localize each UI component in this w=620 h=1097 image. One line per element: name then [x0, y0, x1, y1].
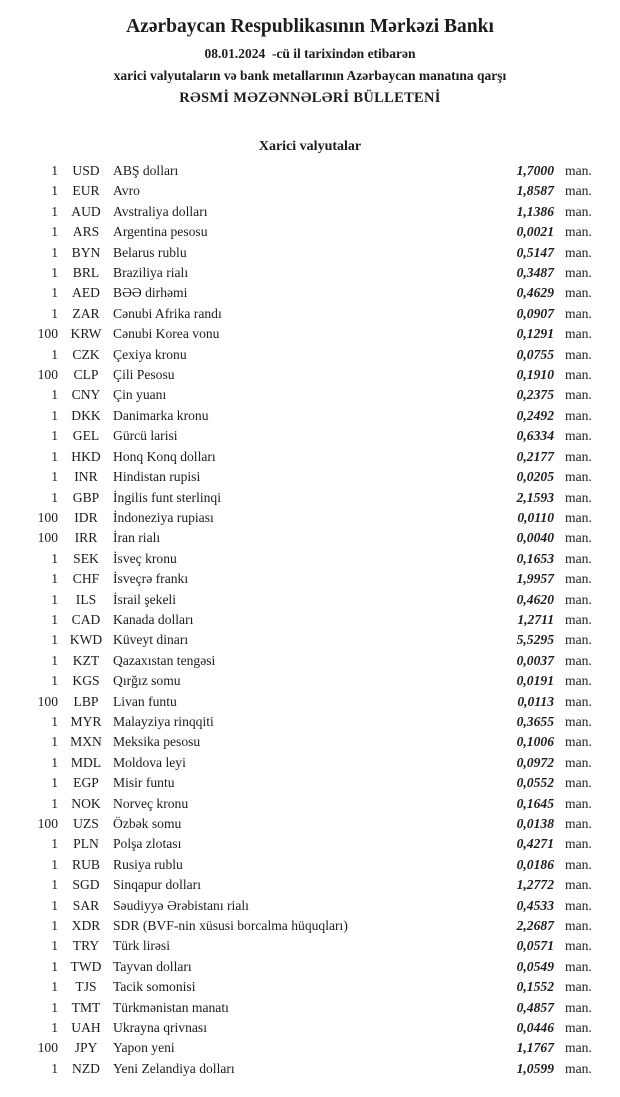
currency-code: KGS	[72, 673, 100, 689]
table-row	[0, 977, 620, 997]
rate-value: 1,9957	[516, 571, 554, 587]
quantity: 100	[37, 693, 58, 709]
currency-rate-table	[0, 161, 620, 1079]
bulletin-header	[0, 15, 620, 107]
table-row	[0, 712, 620, 732]
table-row	[0, 814, 620, 834]
rate-value: 0,0446	[516, 1020, 554, 1036]
table-row	[0, 957, 620, 977]
rate-value: 1,2772	[516, 877, 554, 893]
rate-value: 0,1552	[516, 979, 554, 995]
rate-value: 0,4271	[516, 836, 554, 852]
rate-unit: man.	[565, 1020, 592, 1036]
rate-value: 0,0907	[516, 305, 554, 321]
currency-name: Cənubi Afrika randı	[113, 305, 222, 321]
table-row	[0, 630, 620, 650]
rate-unit: man.	[565, 509, 592, 525]
rate-value: 0,4857	[516, 999, 554, 1015]
rate-unit: man.	[565, 469, 592, 485]
currency-name: Honq Konq dolları	[113, 448, 216, 464]
rate-unit: man.	[565, 918, 592, 934]
currency-code: GBP	[72, 489, 100, 505]
rate-unit: man.	[565, 1060, 592, 1076]
table-row	[0, 651, 620, 671]
currency-code: RUB	[72, 856, 100, 872]
currency-name: Danimarka kronu	[113, 407, 209, 423]
currency-code: EGP	[73, 775, 99, 791]
rate-unit: man.	[565, 285, 592, 301]
rate-value: 0,4629	[516, 285, 554, 301]
currency-code: HKD	[71, 448, 101, 464]
quantity: 1	[51, 754, 58, 770]
currency-code: IRR	[74, 530, 98, 546]
currency-name: Tayvan dolları	[113, 958, 192, 974]
rate-unit: man.	[565, 734, 592, 750]
rate-unit: man.	[565, 550, 592, 566]
currency-code: NOK	[71, 795, 101, 811]
rate-value: 0,4533	[516, 897, 554, 913]
quantity: 1	[51, 163, 58, 178]
currency-code: TWD	[70, 958, 102, 974]
bulletin-title: RƏSMİ MƏZƏNNƏLƏRİ BÜLLETENİ	[179, 90, 441, 106]
rate-value: 0,0191	[516, 673, 554, 689]
rate-value: 2,1593	[516, 489, 554, 505]
table-row	[0, 181, 620, 201]
currency-code: KWD	[69, 632, 103, 648]
quantity: 1	[51, 407, 58, 423]
table-row	[0, 406, 620, 426]
rate-unit: man.	[565, 877, 592, 893]
currency-code: IDR	[74, 509, 98, 525]
rate-unit: man.	[565, 265, 592, 281]
rate-unit: man.	[565, 326, 592, 342]
rate-value: 1,0599	[516, 1060, 554, 1076]
quantity: 1	[51, 632, 58, 648]
table-row	[0, 528, 620, 548]
rate-value: 0,1653	[516, 550, 554, 566]
currency-name: Ukrayna qrivnası	[113, 1020, 207, 1036]
table-row	[0, 692, 620, 712]
quantity: 1	[51, 571, 58, 587]
quantity: 1	[51, 469, 58, 485]
currency-name: Sinqapur dolları	[113, 877, 201, 893]
table-row	[0, 610, 620, 630]
rate-value: 0,0205	[516, 469, 554, 485]
rate-unit: man.	[565, 428, 592, 444]
table-row	[0, 896, 620, 916]
rate-unit: man.	[565, 244, 592, 260]
currency-code: ARS	[72, 224, 100, 240]
rate-value: 0,0021	[516, 224, 554, 240]
currency-name: Argentina pesosu	[113, 224, 208, 240]
currency-code: CNY	[71, 387, 101, 403]
rate-value: 0,3655	[516, 713, 554, 729]
currency-code: UAH	[71, 1020, 101, 1036]
rate-value: 1,1386	[516, 203, 554, 219]
rate-value: 0,2375	[516, 387, 554, 403]
quantity: 1	[51, 550, 58, 566]
currency-code: EUR	[72, 183, 100, 199]
rate-unit: man.	[565, 958, 592, 974]
rate-unit: man.	[565, 530, 592, 546]
quantity: 1	[51, 795, 58, 811]
quantity: 1	[51, 285, 58, 301]
table-row	[0, 447, 620, 467]
table-row	[0, 243, 620, 263]
quantity: 1	[51, 856, 58, 872]
rate-unit: man.	[565, 163, 592, 178]
quantity: 100	[37, 326, 58, 342]
currency-code: INR	[74, 469, 98, 485]
table-row	[0, 916, 620, 936]
quantity: 1	[51, 1060, 58, 1076]
table-row	[0, 590, 620, 610]
table-row	[0, 222, 620, 242]
rate-unit: man.	[565, 836, 592, 852]
rate-unit: man.	[565, 183, 592, 199]
quantity: 1	[51, 999, 58, 1015]
rate-value: 0,2492	[516, 407, 554, 423]
currency-name: SDR (BVF-nin xüsusi borcalma hüquqları)	[113, 918, 348, 934]
table-row	[0, 385, 620, 405]
quantity: 100	[37, 530, 58, 546]
quantity: 100	[37, 816, 58, 831]
currency-code: CZK	[72, 346, 100, 362]
quantity: 1	[51, 958, 58, 974]
currency-name: Misir funtu	[113, 775, 175, 791]
currency-code: CHF	[72, 571, 100, 587]
currency-name: Norveç kronu	[113, 795, 189, 811]
quantity: 1	[51, 203, 58, 219]
rate-value: 0,1006	[516, 734, 554, 750]
quantity: 1	[51, 224, 58, 240]
currency-name: Çili Pesosu	[113, 367, 175, 383]
currency-name: Cənubi Korea vonu	[113, 326, 220, 342]
table-row	[0, 998, 620, 1018]
currency-code: MDL	[70, 754, 102, 770]
rate-unit: man.	[565, 999, 592, 1015]
quantity: 1	[51, 591, 58, 607]
currency-name: İsveç kronu	[113, 550, 177, 566]
currency-code: XDR	[71, 918, 101, 934]
currency-name: Tacik somonisi	[113, 979, 196, 995]
table-row	[0, 365, 620, 385]
currency-name: Yeni Zelandiya dolları	[113, 1060, 235, 1076]
currency-name: Avro	[113, 183, 140, 199]
quantity: 1	[51, 448, 58, 464]
rate-unit: man.	[565, 407, 592, 423]
rate-value: 0,0552	[516, 775, 554, 791]
currency-name: Qazaxıstan tengəsi	[113, 652, 216, 668]
table-row	[0, 467, 620, 487]
currency-code: ZAR	[72, 305, 100, 321]
currency-name: Polşa zlotası	[113, 836, 182, 852]
quantity: 1	[51, 673, 58, 689]
table-row	[0, 202, 620, 222]
quantity: 1	[51, 305, 58, 321]
rate-unit: man.	[565, 346, 592, 362]
section-title-foreign-currencies: Xarici valyutalar	[258, 139, 362, 154]
quantity: 1	[51, 836, 58, 852]
quantity: 1	[51, 611, 58, 627]
rate-unit: man.	[565, 1040, 592, 1056]
rate-unit: man.	[565, 816, 592, 831]
table-row	[0, 1038, 620, 1058]
table-row	[0, 875, 620, 895]
table-row	[0, 773, 620, 793]
table-row	[0, 324, 620, 344]
rate-unit: man.	[565, 448, 592, 464]
currency-name: Livan funtu	[113, 693, 177, 709]
currency-code: BYN	[71, 244, 101, 260]
rate-value: 1,1767	[516, 1040, 554, 1056]
currency-code: AUD	[71, 203, 101, 219]
currency-code: MYR	[70, 713, 102, 729]
currency-code: PLN	[73, 836, 99, 852]
currency-code: TJS	[75, 979, 97, 995]
quantity: 1	[51, 918, 58, 934]
table-row	[0, 732, 620, 752]
currency-code: GEL	[72, 428, 100, 444]
table-row	[0, 304, 620, 324]
currency-name: Belarus rublu	[113, 244, 187, 260]
rate-value: 0,1910	[516, 367, 554, 383]
rate-value: 1,2711	[517, 611, 554, 627]
table-row	[0, 834, 620, 854]
table-row	[0, 794, 620, 814]
rate-unit: man.	[565, 775, 592, 791]
currency-code: USD	[72, 163, 100, 178]
currency-name: Braziliya rialı	[113, 265, 189, 281]
effective-date-line: 08.01.2024 -cü il tarixindən etibarən	[204, 46, 416, 61]
rate-value: 0,0110	[517, 509, 554, 525]
rate-unit: man.	[565, 897, 592, 913]
table-row	[0, 569, 620, 589]
quantity: 1	[51, 265, 58, 281]
currency-name: Rusiya rublu	[113, 856, 183, 872]
bank-name: Azərbaycan Respublikasının Mərkəzi Bankı	[126, 16, 494, 37]
rate-value: 0,4620	[516, 591, 554, 607]
rate-value: 0,0040	[516, 530, 554, 546]
quantity: 1	[51, 775, 58, 791]
currency-name: Türkmənistan manatı	[113, 999, 229, 1015]
currency-name: İran rialı	[113, 530, 161, 546]
quantity: 1	[51, 713, 58, 729]
currency-code: AED	[72, 285, 100, 301]
rate-unit: man.	[565, 571, 592, 587]
currency-name: BƏƏ dirhəmi	[113, 285, 188, 301]
currency-code: LBP	[73, 693, 99, 709]
rate-value: 0,2177	[516, 448, 554, 464]
quantity: 100	[37, 367, 58, 383]
currency-name: İsveçrə frankı	[113, 571, 189, 587]
rate-unit: man.	[565, 713, 592, 729]
currency-code: MXN	[70, 734, 102, 750]
table-row	[0, 426, 620, 446]
rate-unit: man.	[565, 632, 592, 648]
table-row	[0, 488, 620, 508]
currency-code: CAD	[71, 611, 101, 627]
rate-value: 0,0186	[516, 856, 554, 872]
currency-code: ILS	[75, 591, 97, 607]
rate-unit: man.	[565, 591, 592, 607]
currency-name: Moldova leyi	[113, 754, 186, 770]
rate-value: 0,0037	[516, 652, 554, 668]
rate-value: 0,5147	[516, 244, 554, 260]
rate-unit: man.	[565, 652, 592, 668]
currency-code: UZS	[73, 816, 99, 831]
currency-code: NZD	[72, 1060, 100, 1076]
rate-value: 0,0571	[516, 938, 554, 954]
currency-code: KZT	[72, 652, 100, 668]
rate-unit: man.	[565, 387, 592, 403]
table-row	[0, 345, 620, 365]
rate-value: 0,6334	[516, 428, 554, 444]
table-row	[0, 283, 620, 303]
currency-code: SAR	[72, 897, 100, 913]
currency-code: SGD	[72, 877, 100, 893]
quantity: 1	[51, 652, 58, 668]
rate-value: 1,7000	[516, 163, 554, 178]
table-row	[0, 508, 620, 528]
currency-name: Malayziya rinqqiti	[113, 713, 214, 729]
currency-name: Kanada dolları	[113, 611, 194, 627]
rate-value: 0,3487	[516, 265, 554, 281]
currency-name: Qırğız somu	[113, 673, 181, 689]
currency-name: Gürcü larisi	[113, 428, 178, 444]
rate-value: 0,0755	[516, 346, 554, 362]
table-row	[0, 161, 620, 181]
currency-code: SEK	[73, 550, 99, 566]
currency-name: İsrail şekeli	[113, 591, 177, 607]
currency-name: İngilis funt sterlinqi	[113, 489, 221, 505]
currency-name: Yapon yeni	[113, 1040, 175, 1056]
table-row	[0, 1059, 620, 1079]
rate-unit: man.	[565, 203, 592, 219]
quantity: 1	[51, 428, 58, 444]
quantity: 1	[51, 979, 58, 995]
rate-unit: man.	[565, 979, 592, 995]
currency-code: DKK	[71, 407, 101, 423]
rate-unit: man.	[565, 754, 592, 770]
rate-value: 0,1291	[516, 326, 554, 342]
rate-value: 0,1645	[516, 795, 554, 811]
table-row	[0, 1018, 620, 1038]
rate-unit: man.	[565, 367, 592, 383]
rate-value: 5,5295	[516, 632, 554, 648]
quantity: 1	[51, 1020, 58, 1036]
currency-name: Hindistan rupisi	[113, 469, 201, 485]
quantity: 1	[51, 897, 58, 913]
rate-unit: man.	[565, 693, 592, 709]
rate-value: 0,0549	[516, 958, 554, 974]
currency-code: TRY	[72, 938, 100, 954]
quantity: 1	[51, 938, 58, 954]
currency-name: ABŞ dolları	[113, 163, 179, 178]
quantity: 1	[51, 387, 58, 403]
table-row	[0, 671, 620, 691]
quantity: 1	[51, 734, 58, 750]
rate-value: 0,0113	[517, 693, 554, 709]
rate-unit: man.	[565, 795, 592, 811]
rate-unit: man.	[565, 856, 592, 872]
currency-name: Meksika pesosu	[113, 734, 201, 750]
bulletin-subtitle: xarici valyutaların və bank metallarının Azərbaycan manatına qarşı	[113, 68, 507, 83]
quantity: 1	[51, 489, 58, 505]
quantity: 1	[51, 244, 58, 260]
currency-name: Özbək somu	[113, 816, 182, 831]
rate-unit: man.	[565, 938, 592, 954]
currency-code: KRW	[70, 326, 102, 342]
currency-name: Çin yuanı	[113, 387, 167, 403]
rate-unit: man.	[565, 489, 592, 505]
rate-unit: man.	[565, 611, 592, 627]
rate-value: 0,0972	[516, 754, 554, 770]
currency-code: CLP	[73, 367, 99, 383]
currency-name: Türk lirəsi	[113, 938, 171, 954]
quantity: 100	[37, 509, 58, 525]
rate-unit: man.	[565, 673, 592, 689]
table-row	[0, 936, 620, 956]
currency-name: Küveyt dinarı	[113, 632, 189, 648]
rate-value: 2,2687	[516, 918, 554, 934]
currency-name: Çexiya kronu	[113, 346, 187, 362]
table-row	[0, 263, 620, 283]
rate-value: 0,0138	[516, 816, 554, 831]
rate-unit: man.	[565, 305, 592, 321]
currency-code: BRL	[72, 265, 100, 281]
currency-name: İndoneziya rupiası	[113, 509, 214, 525]
quantity: 1	[51, 877, 58, 893]
rate-value: 1,8587	[516, 183, 554, 199]
rate-unit: man.	[565, 224, 592, 240]
currency-name: Səudiyyə Ərəbistanı rialı	[113, 897, 249, 913]
table-row	[0, 549, 620, 569]
quantity: 1	[51, 346, 58, 362]
table-row	[0, 855, 620, 875]
table-row	[0, 753, 620, 773]
currency-name: Avstraliya dolları	[113, 203, 208, 219]
currency-code: JPY	[74, 1040, 98, 1056]
currency-code: TMT	[71, 999, 101, 1015]
quantity: 1	[51, 183, 58, 199]
quantity: 100	[37, 1040, 58, 1056]
